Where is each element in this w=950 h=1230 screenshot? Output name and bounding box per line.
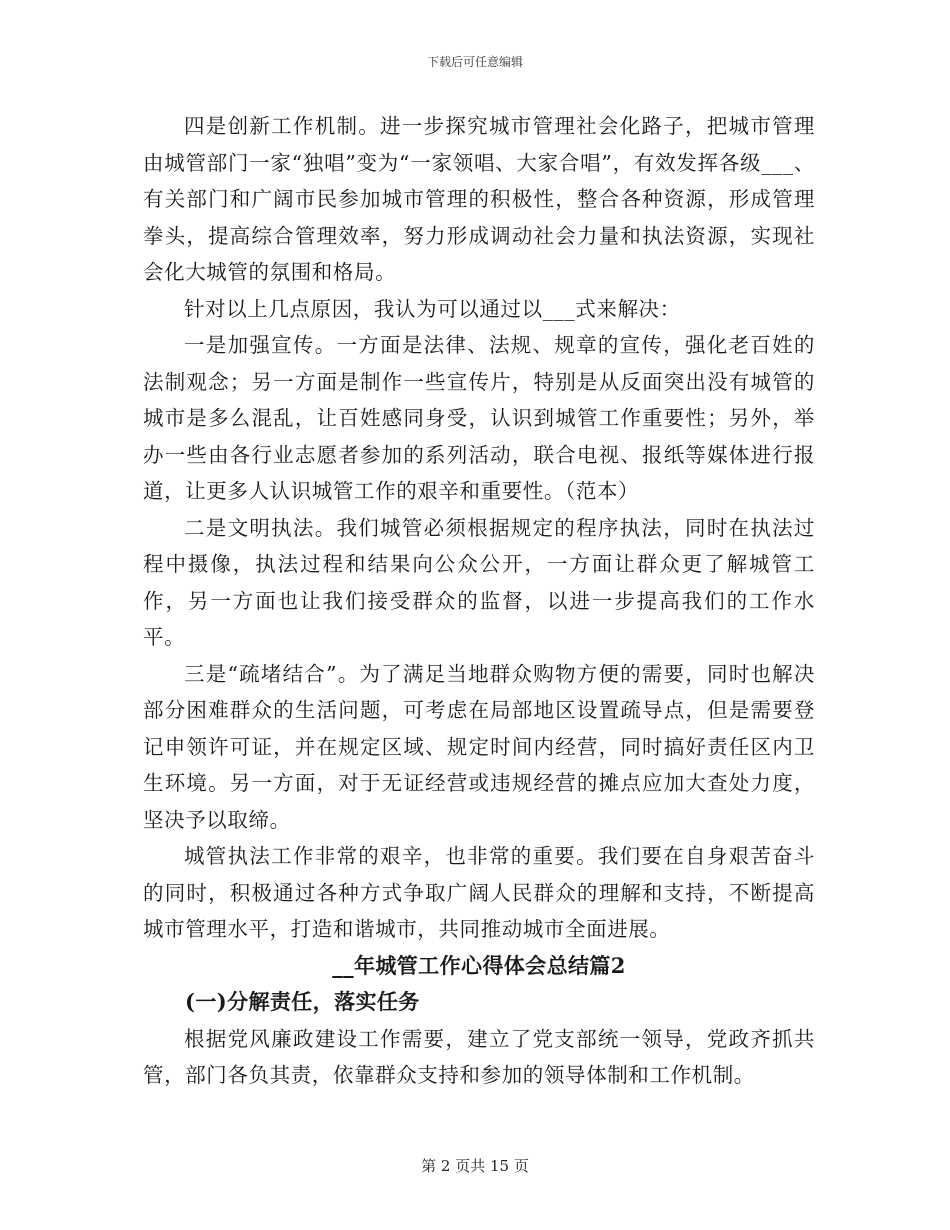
page-number: 第 2 页共 15 页 xyxy=(421,1157,529,1175)
paragraph-civilized-enforcement: 二是文明执法。我们城管必须根据规定的程序执法，同时在执法过程中摄像，执法过程和结果向公众公开，一方面让群众更了解城管工作，另一方面也让我们接受群众的监督，以进一步提高我们的工作水平。 xyxy=(143,515,815,649)
page-header-note: 下载后可任意编辑 xyxy=(426,55,523,69)
paragraph-solutions-intro: 针对以上几点原因，我认为可以通过以___式来解决： xyxy=(184,296,681,321)
section-title: __年城管工作心得体会总结篇2 xyxy=(332,952,626,978)
sub-heading: (一)分解责任，落实任务 xyxy=(185,989,420,1014)
paragraph-conclusion: 城管执法工作非常的艰辛，也非常的重要。我们要在自身艰苦奋斗的同时，积极通过各种方式争取广阔人民群众的理解和支持，不断提高城市管理水平，打造和谐城市，共同推动城市全面进展。 xyxy=(143,844,815,941)
document-body xyxy=(143,108,815,1094)
paragraph-leadership-system: 根据党风廉政建设工作需要，建立了党支部统一领导，党政齐抓共管，部门各负其责，依靠群众支持和参加的领导体制和工作机制。 xyxy=(143,1026,815,1087)
paragraph-innovate-mechanism: 四是创新工作机制。进一步探究城市管理社会化路子，把城市管理由城管部门一家“独唱”变为“一家领唱、大家合唱”，有效发挥各级___、有关部门和广阔市民参加城市管理的积极性，整合各种资源，形成管理拳头，提高综合管理效率，努力形成调动社会力量和执法资源，实现社会化大城管的氛围和格局。 xyxy=(143,114,815,284)
paragraph-guide-and-block: 三是“疏堵结合”。为了满足当地群众购物方便的需要，同时也解决部分困难群众的生活问题，可考虑在局部地区设置疏导点，但是需要登记申领许可证，并在规定区域、规定时间内经营，同时搞好责任区内卫生环境。另一方面，对于无证经营或违规经营的摊点应加大查处力度，坚决予以取缔。 xyxy=(143,661,815,832)
paragraph-strengthen-publicity: 一是加强宣传。一方面是法律、法规、规章的宣传，强化老百姓的法制观念；另一方面是制作一些宣传片，特别是从反面突出没有城管的城市是多么混乱，让百姓感同身受，认识到城管工作重要性；另外，举办一些由各行业志愿者参加的系列活动，联合电视、报纸等媒体进行报道，让更多人认识城管工作的艰辛和重要性。（范本） xyxy=(143,333,815,503)
